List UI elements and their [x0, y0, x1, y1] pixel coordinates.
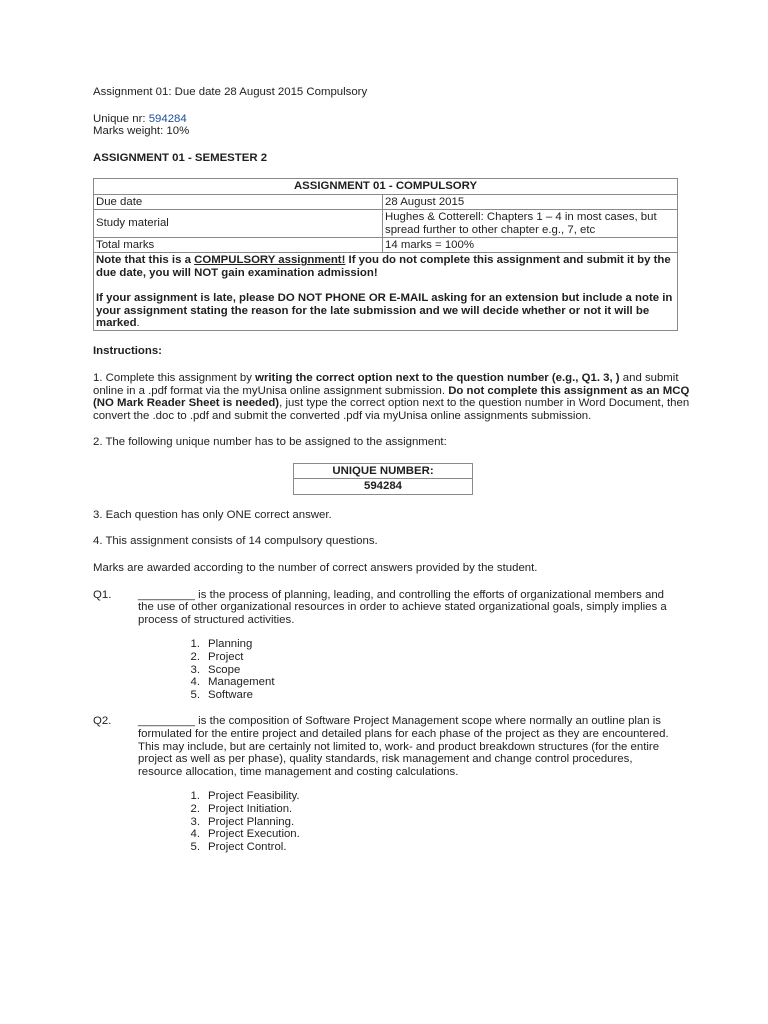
question-q2 [93, 715, 693, 778]
compulsory-note [96, 254, 675, 279]
option-text: Project Planning. [208, 815, 295, 828]
list-item [184, 689, 693, 702]
q1-options [93, 638, 693, 701]
option-number: 2. [190, 802, 200, 815]
table-cell-value: 14 marks = 100% [383, 238, 678, 253]
late-note-text: If your assignment is late, please DO NOT PHONE OR E-MAIL asking for an extension but include a note in your assignment stating the reason for the late submission and we will decide whether or not it will be marked [96, 292, 673, 330]
table-cell-label: Total marks [94, 238, 383, 253]
note-text: If you do not complete this assignment and submit it by the due date, you will NOT gain examination admission! [96, 254, 671, 279]
list-item [184, 676, 693, 689]
table-note-row [94, 253, 678, 331]
document-page [93, 86, 693, 867]
instruction-emphasis: Do not complete this assignment as an MCQ (NO Mark Reader Sheet is needed) [93, 384, 690, 410]
table-header: ASSIGNMENT 01 - COMPULSORY [94, 179, 678, 194]
list-item [184, 638, 693, 651]
option-number: 4. [190, 828, 200, 841]
option-number: 4. [190, 676, 200, 689]
assignment-heading: ASSIGNMENT 01 - SEMESTER 2 [93, 151, 268, 164]
table-row [94, 238, 678, 253]
table-row [94, 194, 678, 209]
instruction-text: and submit online in a .pdf format via the myUnisa online assignment submission. [93, 372, 679, 397]
option-number: 5. [190, 688, 200, 701]
list-item [184, 828, 693, 841]
title-line: Assignment 01: Due date 28 August 2015 Compulsory [93, 86, 368, 98]
instruction-3: 3. Each question has only ONE correct answer. [93, 508, 332, 521]
unique-number-label: UNIQUE NUMBER: [294, 464, 473, 479]
table-cell-label: Study material [94, 210, 383, 238]
note-compulsory-emphasis: COMPULSORY assignment! [194, 254, 346, 267]
option-text: Project Execution. [208, 828, 300, 841]
late-note [96, 292, 675, 329]
option-text: Software [208, 688, 253, 701]
table-cell-label: Due date [94, 194, 383, 209]
question-q1 [93, 589, 693, 627]
table-cell-value: Hughes & Cotterell: Chapters 1 – 4 in most cases, but spread further to other chapter e.g., 7, etc [383, 210, 678, 238]
unique-nr-line [93, 113, 693, 126]
list-item [184, 816, 693, 829]
list-item [184, 790, 693, 803]
option-number: 5. [190, 840, 200, 853]
option-text: Project Control. [208, 840, 287, 853]
note-text: Note that this is a [96, 254, 195, 267]
list-item [184, 664, 693, 677]
instructions-heading: Instructions: [93, 345, 162, 358]
question-text: _________ is the composition of Software Project Management scope where normally an outline plan is formulated for the entire project and detailed plans for each phase of the project as they are encountered. This may include, but are certainly not limited to, work- and product breakdown structures (for the entire project as well as per phase), quality standards, risk management and change control procedures, resource allocation, time management and costing calculations. [138, 715, 669, 778]
list-item [184, 651, 693, 664]
table-header-row [94, 179, 678, 194]
instruction-2: 2. The following unique number has to be assigned to the assignment: [93, 436, 447, 449]
option-text: Scope [208, 663, 241, 676]
option-text: Project Initiation. [208, 802, 293, 815]
question-number: Q2. [93, 715, 112, 728]
table-row [94, 210, 678, 238]
option-number: 1. [190, 790, 200, 803]
option-text: Management [208, 676, 275, 689]
unique-nr-value: 594284 [148, 112, 187, 125]
option-number: 2. [190, 650, 200, 663]
question-text: _________ is the process of planning, leading, and controlling the efforts of organizational members and the use of other organizational resources in order to achieve stated organizational goals, simply implies a process of structured activities. [138, 588, 667, 626]
option-text: Project Feasibility. [208, 790, 300, 803]
instruction-emphasis: writing the correct option next to the question number (e.g., Q1. 3, ) [255, 372, 620, 385]
assignment-info-table [93, 178, 678, 331]
option-text: Planning [208, 638, 253, 651]
unique-nr-label: Unique nr: [93, 112, 149, 125]
question-number: Q1. [93, 588, 112, 601]
late-note-period: . [136, 317, 140, 330]
q2-options [93, 790, 693, 853]
table-cell-value: 28 August 2015 [383, 194, 678, 209]
list-item [184, 841, 693, 854]
option-text: Project [208, 650, 244, 663]
option-number: 3. [190, 815, 200, 828]
marks-weight: Marks weight: 10% [93, 125, 190, 138]
instruction-4: 4. This assignment consists of 14 compulsory questions. [93, 535, 378, 548]
marks-note: Marks are awarded according to the number of correct answers provided by the student. [93, 562, 538, 574]
instruction-text: 1. Complete this assignment by [93, 372, 256, 385]
option-number: 3. [190, 663, 200, 676]
option-number: 1. [190, 638, 200, 651]
instruction-1 [93, 372, 693, 422]
unique-number-value: 594284 [294, 479, 473, 494]
list-item [184, 803, 693, 816]
table-note-cell [94, 253, 678, 331]
unique-number-box [293, 463, 473, 495]
instruction-text: , just type the correct option next to the question number in Word Document, then convert the .doc to .pdf and submit the converted .pdf via myUnisa online assignments submission. [93, 397, 690, 422]
